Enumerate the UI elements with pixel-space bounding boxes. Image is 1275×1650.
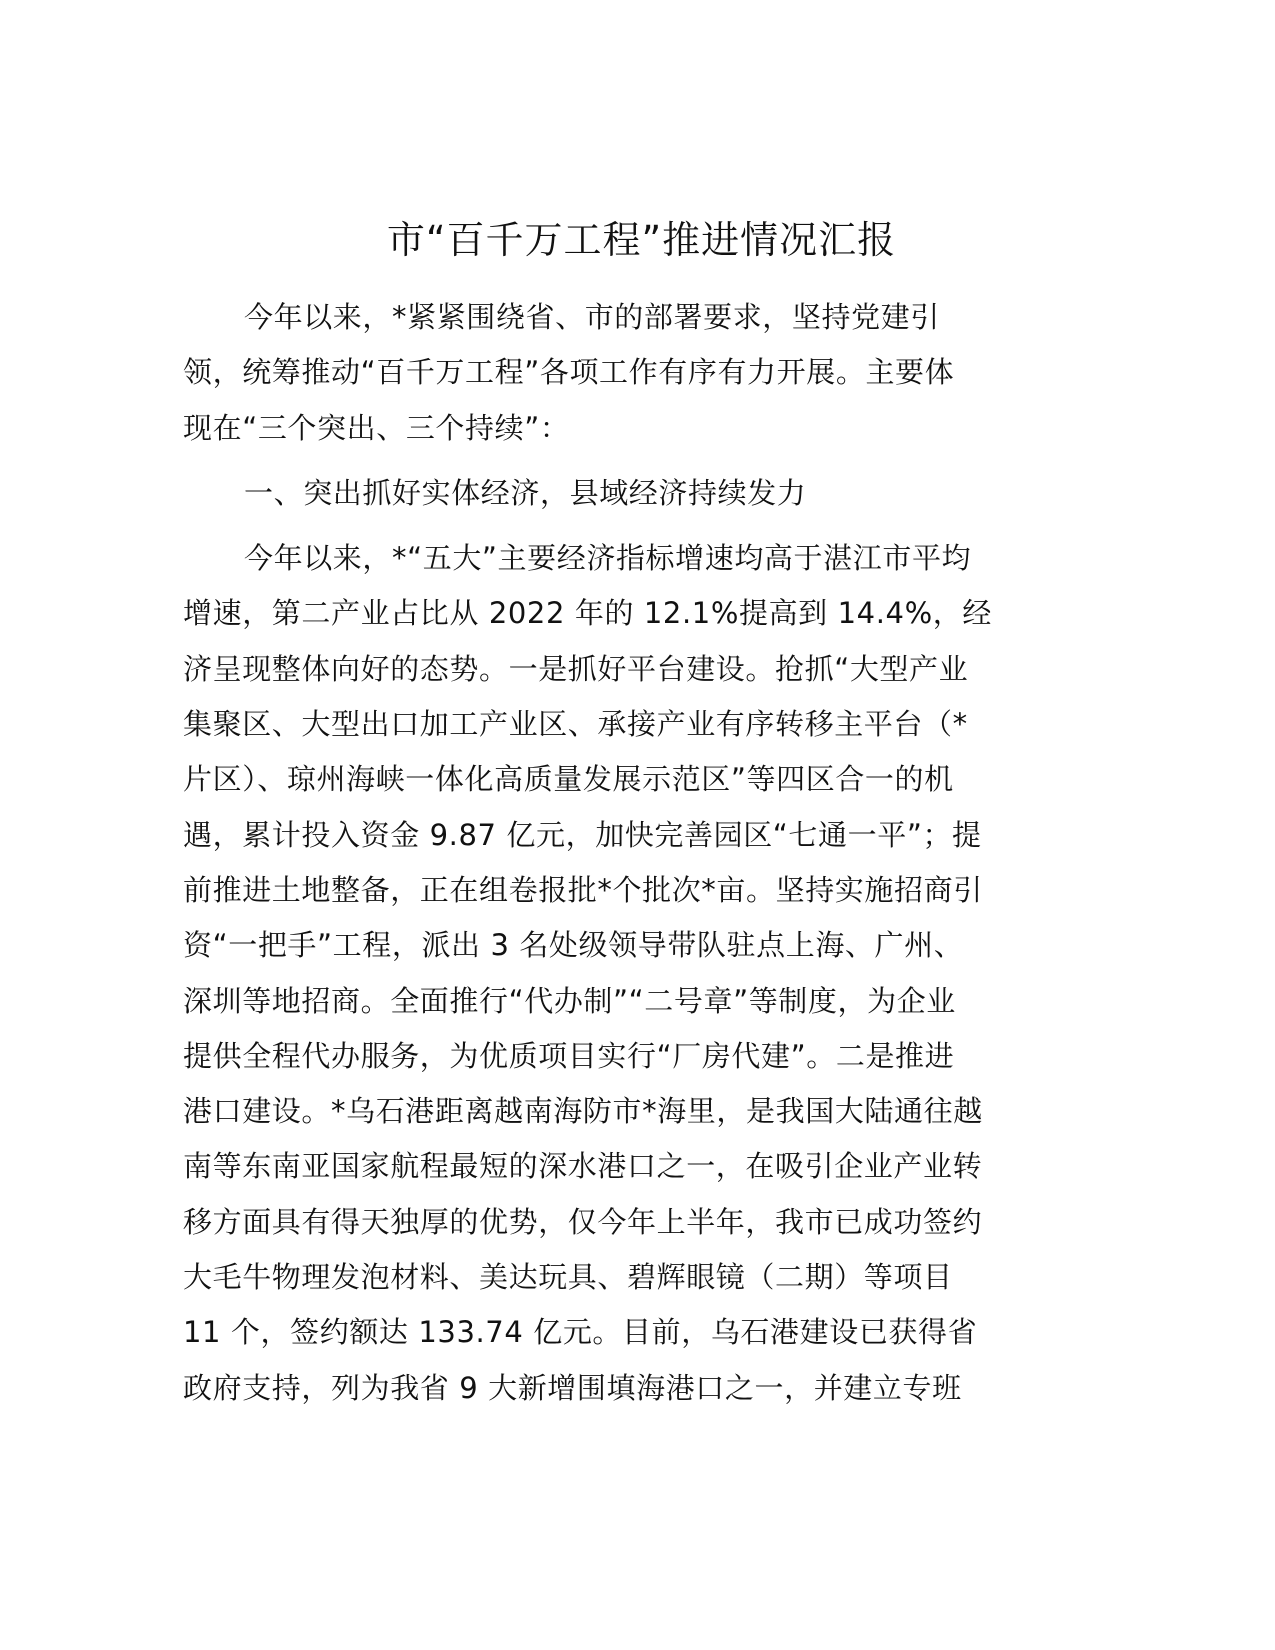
paragraph-line: 移方面具有得天独厚的优势，仅今年上半年，我市已成功签约 [183, 1204, 983, 1239]
paragraph-line: 大毛牛物理发泡材料、美达玩具、碧辉眼镜（二期）等项目 [183, 1260, 953, 1295]
paragraph-line: 政府支持，列为我省 9 大新增围填海港口之一，并建立专班 [183, 1370, 962, 1405]
spacer [183, 521, 1083, 531]
paragraph-line: 港口建设。*乌石港距离越南海防市*海里，是我国大陆通往越 [183, 1094, 983, 1129]
paragraph-line: 深圳等地招商。全面推行“代办制”“二号章”等制度，为企业 [183, 983, 956, 1018]
paragraph-line: 今年以来，*“五大”主要经济指标增速均高于湛江市平均 [244, 541, 972, 576]
paragraph-line: 南等东南亚国家航程最短的深水港口之一，在吸引企业产业转 [183, 1149, 983, 1184]
intro-paragraph [183, 290, 1083, 456]
paragraph-line: 济呈现整体向好的态势。一是抓好平台建设。抢抓“大型产业 [183, 651, 969, 686]
paragraph-line: 资“一把手”工程，派出 3 名处级领导带队驻点上海、广州、 [183, 928, 964, 963]
paragraph-line: 前推进土地整备，正在组卷报批*个批次*亩。坚持实施招商引 [183, 872, 983, 907]
section-1-paragraph [183, 531, 1083, 1416]
paragraph-line: 集聚区、大型出口加工产业区、承接产业有序转移主平台（* [183, 707, 968, 742]
paragraph-line: 领，统筹推动“百千万工程”各项工作有序有力开展。主要体 [183, 355, 955, 390]
paragraph-line: 遇，累计投入资金 9.87 亿元，加快完善园区“七通一平”；提 [183, 817, 982, 852]
spacer [183, 456, 1083, 466]
paragraph-line: 提供全程代办服务，为优质项目实行“厂房代建”。二是推进 [183, 1038, 955, 1073]
document-body [183, 290, 1083, 1416]
paragraph-line: 增速，第二产业占比从 2022 年的 12.1%提高到 14.4%，经 [183, 596, 992, 631]
paragraph-line: 11 个，签约额达 133.74 亿元。目前，乌石港建设已获得省 [183, 1315, 978, 1350]
section-heading: 一、突出抓好实体经济，县域经济持续发力 [244, 475, 807, 510]
paragraph-line: 片区）、琼州海峡一体化高质量发展示范区”等四区合一的机 [183, 762, 954, 797]
document-title: 市“百千万工程”推进情况汇报 [386, 218, 897, 262]
paragraph-line: 今年以来，*紧紧围绕省、市的部署要求，坚持党建引 [244, 300, 940, 334]
paragraph-line: 现在“三个突出、三个持续”： [183, 410, 570, 445]
